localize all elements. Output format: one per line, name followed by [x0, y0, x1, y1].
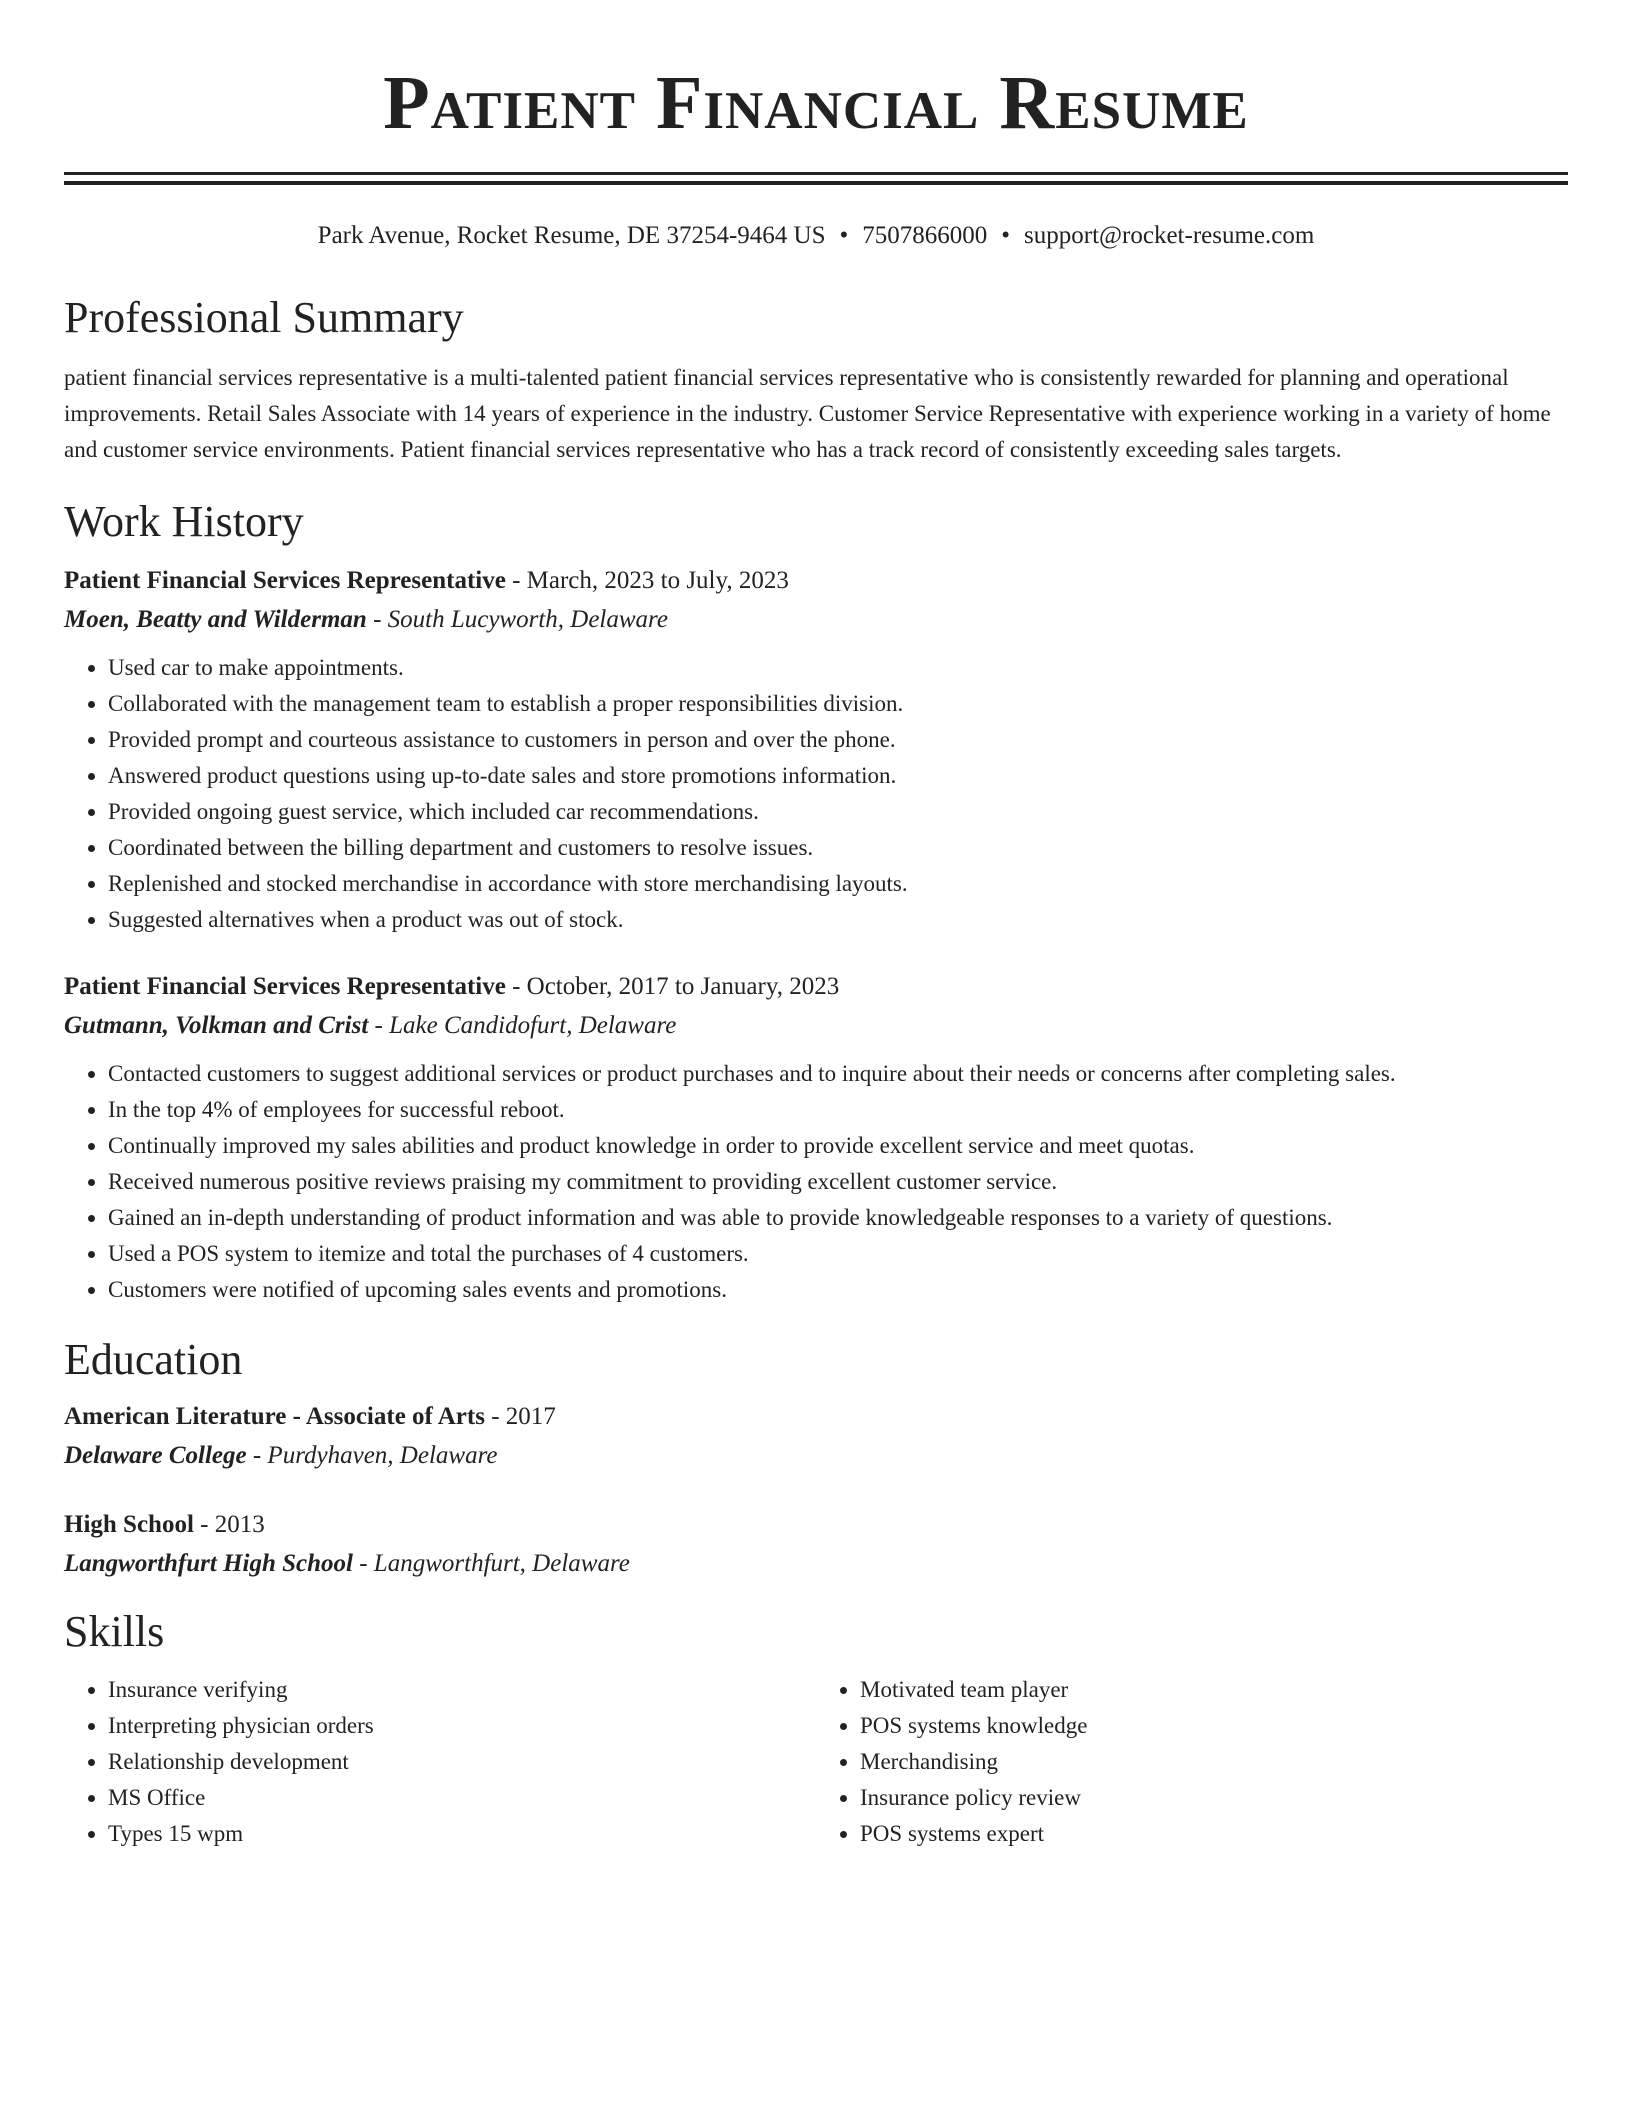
list-item: • Received numerous positive reviews praising my commitment to providing excellent customer service. — [108, 1164, 1568, 1200]
degree-name: American Literature - Associate of Arts — [64, 1403, 485, 1430]
company-location: - Lake Candidofurt, Delaware — [368, 1012, 677, 1039]
section-heading-education: Education — [64, 1335, 243, 1384]
education-school — [64, 1436, 1568, 1476]
list-item: • Continually improved my sales abilities and product knowledge in order to provide excellent service and meet quotas. — [108, 1128, 1568, 1164]
skills-list-left — [64, 1672, 816, 1852]
list-item: • Used a POS system to itemize and total the purchases of 4 customers. — [108, 1236, 1568, 1272]
contact-email: support@rocket-resume.com — [1024, 222, 1315, 249]
degree-name: High School — [64, 1511, 194, 1538]
job-header — [64, 968, 1568, 1006]
company-location: - South Lucyworth, Delaware — [366, 606, 668, 633]
list-item: • Collaborated with the management team to establish a proper responsibilities division. — [108, 686, 1568, 722]
school-name: Delaware College — [64, 1442, 247, 1469]
skills-columns — [64, 1672, 1568, 1852]
job-duties-list — [64, 650, 1568, 938]
school-location: - Langworthfurt, Delaware — [352, 1550, 630, 1577]
header-divider-bottom — [64, 181, 1568, 185]
section-heading-skills: Skills — [64, 1607, 165, 1656]
company-name: Gutmann, Volkman and Crist — [64, 1012, 369, 1039]
job-employer — [64, 1006, 1568, 1046]
education-school — [64, 1544, 1568, 1584]
skill-item: • Interpreting physician orders — [108, 1708, 816, 1744]
list-item: • Answered product questions using up-to-date sales and store promotions information. — [108, 758, 1568, 794]
list-item: • Provided ongoing guest service, which included car recommendations. — [108, 794, 1568, 830]
list-item: • Customers were notified of upcoming sales events and promotions. — [108, 1272, 1568, 1308]
skill-item: • MS Office — [108, 1780, 816, 1816]
list-item: • Gained an in-depth understanding of product information and was able to provide knowledgeable responses to a variety of questions. — [108, 1200, 1568, 1236]
skill-item: • POS systems knowledge — [860, 1708, 1568, 1744]
job-duties-list — [64, 1056, 1568, 1308]
job-header — [64, 562, 1568, 600]
list-item: • Suggested alternatives when a product was out of stock. — [108, 902, 1568, 938]
graduation-year: - 2017 — [484, 1403, 556, 1430]
graduation-year: - 2013 — [193, 1511, 265, 1538]
header-divider-top — [64, 172, 1568, 175]
contact-separator: • — [839, 222, 849, 249]
skill-item: • Types 15 wpm — [108, 1816, 816, 1852]
summary-text: patient financial services representative is a multi-talented patient financial services representative who is consistently rewarded for planning and operational improvements. Retail Sales Associate with 14 years of experience in the industry. Customer Service Representative with experience working in a variety of home and customer service environments. Patient financial services representative who has a track record of consistently exceeding sales targets. — [64, 365, 1551, 462]
list-item: • Replenished and stocked merchandise in accordance with store merchandising layouts. — [108, 866, 1568, 902]
education-entry — [64, 1398, 1568, 1476]
job-employer — [64, 600, 1568, 640]
skill-item: • Motivated team player — [860, 1672, 1568, 1708]
education-entry — [64, 1506, 1568, 1584]
job-entry — [64, 968, 1568, 1308]
job-dates: - March, 2023 to July, 2023 — [505, 567, 789, 594]
contact-address: Park Avenue, Rocket Resume, DE 37254-9464 US — [317, 222, 826, 249]
company-name: Moen, Beatty and Wilderman — [64, 606, 367, 633]
list-item: • Used car to make appointments. — [108, 650, 1568, 686]
contact-phone: 7507866000 — [862, 222, 988, 249]
skill-item: • Relationship development — [108, 1744, 816, 1780]
school-name: Langworthfurt High School — [64, 1550, 353, 1577]
list-item: • Coordinated between the billing department and customers to resolve issues. — [108, 830, 1568, 866]
skill-item: • Insurance policy review — [860, 1780, 1568, 1816]
skill-item: • POS systems expert — [860, 1816, 1568, 1852]
skill-item: • Merchandising — [860, 1744, 1568, 1780]
job-title: Patient Financial Services Representative — [64, 567, 506, 594]
section-heading-work-history: Work History — [64, 497, 304, 546]
school-location: - Purdyhaven, Delaware — [246, 1442, 498, 1469]
list-item: • Contacted customers to suggest additional services or product purchases and to inquire about their needs or concerns after completing sales. — [108, 1056, 1568, 1092]
list-item: • In the top 4% of employees for successful reboot. — [108, 1092, 1568, 1128]
education-header — [64, 1506, 1568, 1544]
education-header — [64, 1398, 1568, 1436]
resume-title: Patient Financial Resume — [383, 61, 1249, 145]
section-heading-summary: Professional Summary — [64, 293, 464, 342]
contact-line — [64, 220, 1568, 252]
job-dates: - October, 2017 to January, 2023 — [505, 973, 840, 1000]
skills-list-right — [816, 1672, 1568, 1852]
skill-item: • Insurance verifying — [108, 1672, 816, 1708]
job-entry — [64, 562, 1568, 938]
list-item: • Provided prompt and courteous assistance to customers in person and over the phone. — [108, 722, 1568, 758]
job-title: Patient Financial Services Representative — [64, 973, 506, 1000]
contact-separator: • — [1001, 222, 1011, 249]
